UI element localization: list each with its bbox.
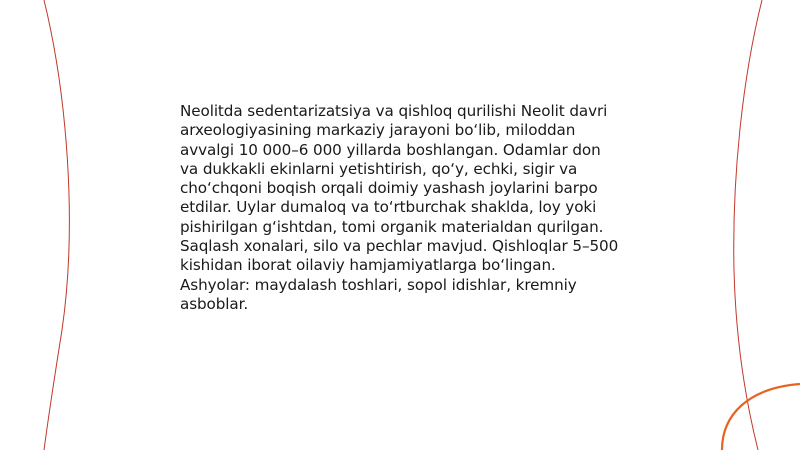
body-paragraph: Neolitda sedentarizatsiya va qishloq qurilishi Neolit davri arxeologiyasining markaziy jarayoni bo‘lib, miloddan avvalgi 10 000–6 000 yillarda boshlangan. Odamlar don va dukkakli ekinlarni yetishtirish, qo‘y, echki, sigir va cho‘chqoni boqish orqali doimiy yashash joylarini barpo etdilar. Uylar dumaloq va to‘rtburchak shaklda, loy yoki pishirilgan g‘ishtdan, tomi organik materialdan qurilgan. Saqlash xonalari, silo va pechlar mavjud. Qishloqlar 5–500 kishidan iborat oilaviy hamjamiyatlarga bo‘lingan. Ashyolar: maydalash toshlari, sopol idishlar, kremniy asboblar. [180, 102, 619, 313]
accent-arc [722, 384, 800, 450]
right-curve-line [734, 0, 762, 450]
left-curve-line [44, 0, 69, 450]
